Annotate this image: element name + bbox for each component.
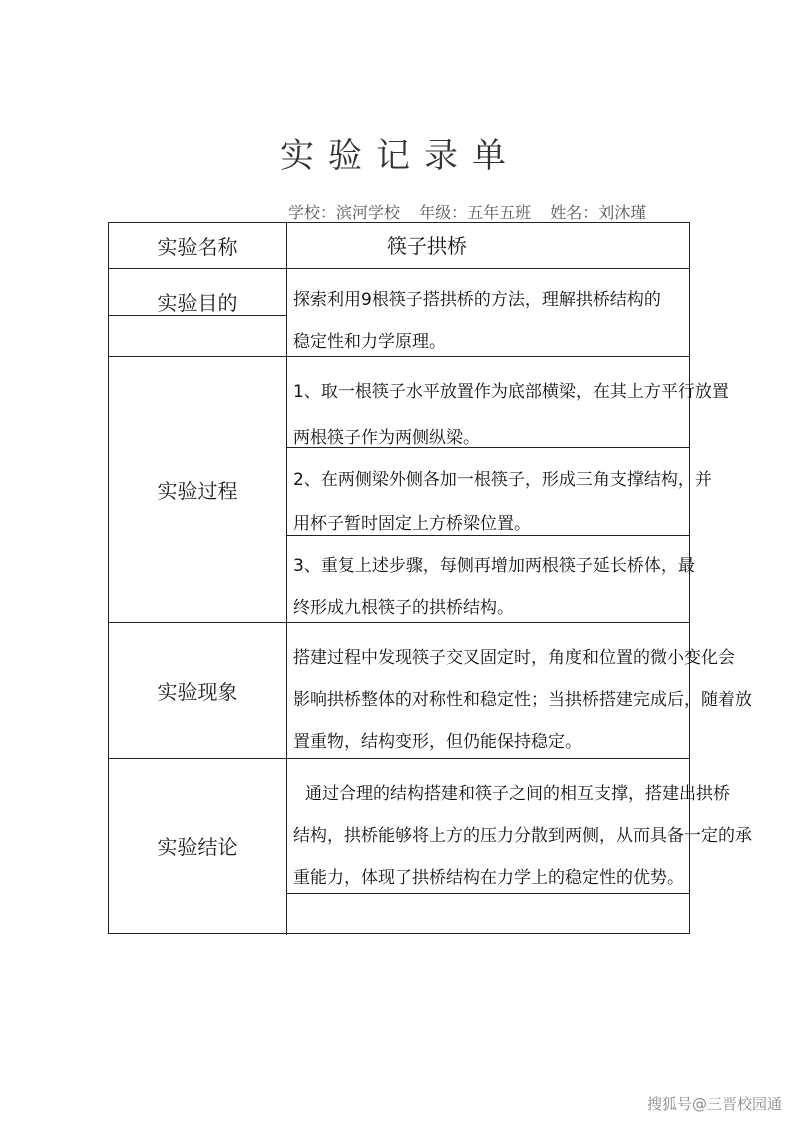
conclusion-line: 结构，拱桥能够将上方的压力分散到两侧，从而具备一定的承 [293, 826, 752, 846]
phenomenon-line: 影响拱桥整体的对称性和稳定性；当拱桥搭建完成后，随着放 [293, 690, 752, 710]
page-title: 实验记录单 [280, 136, 520, 176]
watermark: 搜狐号@三晋校园通 [646, 1095, 782, 1113]
row-process [109, 357, 729, 623]
name-field: 姓名：刘沐瑾 [550, 203, 647, 222]
phenomenon-line: 置重物，结构变形，但仍能保持稳定。 [293, 732, 582, 752]
row-experiment-name [109, 223, 689, 269]
purpose-line: 稳定性和力学原理。 [293, 332, 446, 352]
label-conclusion: 实验结论 [109, 759, 287, 935]
row-phenomenon [109, 623, 752, 759]
record-table [108, 222, 752, 934]
process-line: 3、重复上述步骤，每侧再增加两根筷子延长桥体，最 [293, 556, 695, 576]
conclusion-line: 重能力，体现了拱桥结构在力学上的稳定性的优势。 [293, 868, 684, 888]
phenomenon-line: 搭建过程中发现筷子交叉固定时，角度和位置的微小变化会 [293, 648, 735, 668]
row-purpose [109, 269, 689, 357]
label-phenomenon: 实验现象 [109, 623, 287, 758]
experiment-name-value: 筷子拱桥 [387, 234, 467, 258]
label-purpose: 实验目的 [109, 269, 287, 356]
process-line: 用杯子暂时固定上方桥梁位置。 [293, 514, 531, 534]
school-field: 学校：滨河学校 [288, 203, 401, 222]
process-line: 2、在两侧梁外侧各加一根筷子，形成三角支撑结构，并 [293, 470, 712, 490]
process-line: 终形成九根筷子的拱桥结构。 [293, 598, 514, 618]
student-info [288, 200, 688, 223]
purpose-line: 探索利用9根筷子搭拱桥的方法，理解拱桥结构的 [293, 290, 661, 310]
label-experiment-name: 实验名称 [109, 223, 287, 268]
row-conclusion [109, 759, 752, 935]
process-line: 1、取一根筷子水平放置作为底部横梁，在其上方平行放置 [293, 382, 729, 402]
grade-field: 年级：五年五班 [419, 203, 532, 222]
conclusion-line: 通过合理的结构搭建和筷子之间的相互支撑，搭建出拱桥 [305, 784, 730, 804]
process-line: 两根筷子作为两侧纵梁。 [293, 428, 480, 448]
label-process: 实验过程 [109, 357, 287, 622]
